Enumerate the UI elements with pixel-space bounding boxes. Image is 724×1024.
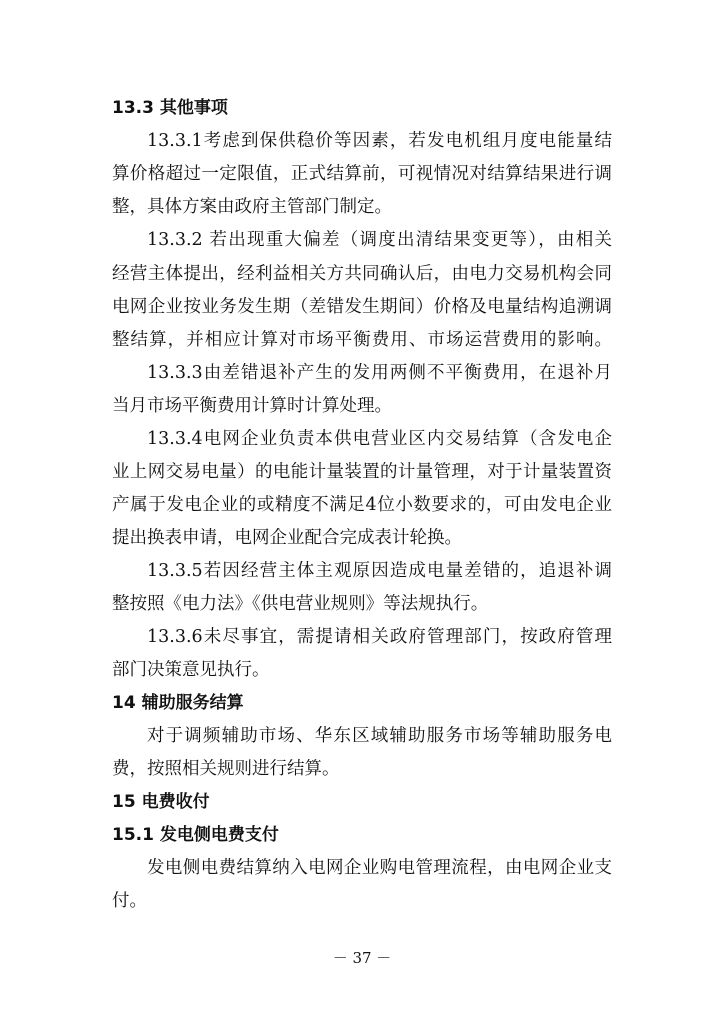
paragraph-line: 13.3.5若因经营主体主观原因造成电量差错的，追退补调 — [147, 561, 612, 581]
paragraph-line: 付。 — [112, 891, 147, 911]
paragraph-line: 整结算，并相应计算对市场平衡费用、市场运营费用的影响。 — [112, 330, 612, 350]
paragraph-line: 13.3.3由差错退补产生的发用两侧不平衡费用，在退补月 — [147, 363, 612, 383]
paragraph-line: 整按照《电力法》《供电营业规则》等法规执行。 — [112, 594, 489, 614]
paragraph-line: 13.3.1考虑到保供稳价等因素，若发电机组月度电能量结 — [147, 131, 612, 151]
paragraph-line: 13.3.6未尽事宜，需提请相关政府管理部门，按政府管理 — [147, 627, 612, 647]
paragraph-line: 当月市场平衡费用计算时计算处理。 — [112, 396, 392, 416]
section-heading-13-3: 13.3 其他事项 — [112, 98, 228, 118]
paragraph-line: 整，具体方案由政府主管部门制定。 — [112, 197, 392, 217]
paragraph-line: 电网企业按业务发生期（差错发生期间）价格及电量结构追溯调 — [112, 297, 612, 317]
paragraph-line: 13.3.4电网企业负责本供电营业区内交易结算（含发电企 — [147, 429, 612, 449]
paragraph-line: 费，按照相关规则进行结算。 — [112, 759, 340, 779]
section-heading-14: 14 辅助服务结算 — [112, 693, 244, 713]
paragraph-line: 13.3.2 若出现重大偏差（调度出清结果变更等），由相关 — [147, 230, 612, 250]
section-heading-15: 15 电费收付 — [112, 792, 210, 812]
paragraph-line: 经营主体提出，经利益相关方共同确认后，由电力交易机构会同 — [112, 264, 612, 284]
paragraph-line: 发电侧电费结算纳入电网企业购电管理流程，由电网企业支 — [147, 858, 612, 878]
paragraph-line: 提出换表申请，电网企业配合完成表计轮换。 — [112, 528, 462, 548]
paragraph-line: 产属于发电企业的或精度不满足4位小数要求的，可由发电企业 — [112, 495, 612, 515]
paragraph-line: 业上网交易电量）的电能计量装置的计量管理，对于计量装置资 — [112, 462, 612, 482]
paragraph-line: 算价格超过一定限值，正式结算前，可视情况对结算结果进行调 — [112, 164, 612, 184]
paragraph-line: 对于调频辅助市场、华东区域辅助服务市场等辅助服务电 — [147, 726, 612, 746]
section-heading-15-1: 15.1 发电侧电费支付 — [112, 825, 279, 845]
paragraph-line: 部门决策意见执行。 — [112, 660, 270, 680]
page-number: － 37 － — [332, 949, 392, 967]
